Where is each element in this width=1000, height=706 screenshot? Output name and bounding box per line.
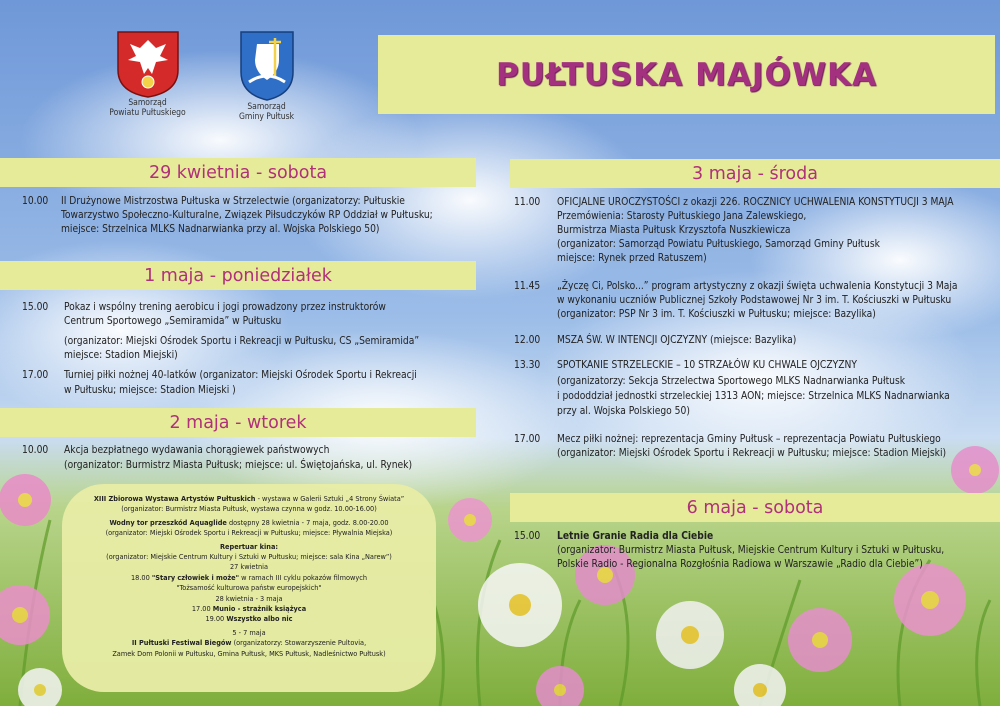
oval-line: 27 kwietnia [229, 562, 269, 572]
oval-line: 28 kwietnia - 3 maja [215, 593, 283, 603]
festival-title: II Pułtuski Festiwal Biegów [131, 638, 232, 648]
film-title: Wszystko albo nic [226, 614, 293, 624]
event-line: Turniej piłki nożnej 40-latków (organizator: Miejski Ośrodek Sportu i Rekreacji [64, 370, 417, 381]
event-line: Przemówienia: Starosty Pułtuskiego Jana Zalewskiego, [557, 211, 807, 222]
event-time: 12.00 [514, 335, 541, 346]
event-line: w Pułtusku; miejsce: Stadion Miejski ) [64, 385, 236, 396]
day-header-29-april: 29 kwietnia - sobota [0, 158, 476, 187]
exhibition-desc: - wystawa w Galerii Sztuki „4 Strony Świata” [255, 494, 405, 503]
event-time: 17.00 [514, 434, 541, 445]
additional-events-box [62, 484, 436, 692]
gmina-coat-of-arms-icon [239, 30, 295, 102]
event-line: Towarzystwo Społeczno-Kulturalne, Związek Piłsudczyków RP Oddział w Pułtusku; [61, 210, 433, 221]
event-item [514, 530, 998, 574]
event-item [514, 433, 998, 463]
event-line: Mecz piłki nożnej: reprezentacja Gminy Pułtusk – reprezentacja Powiatu Pułtuskiego [557, 434, 941, 445]
cinema-title: Repertuar kina: [219, 541, 278, 551]
event-item [22, 301, 482, 361]
powiat-logo-caption [105, 98, 190, 118]
oval-line: (organizator: Miejskie Centrum Kultury i Sztuki w Pułtusku; miejsce: sala Kina „Narew”) [106, 552, 392, 562]
event-time: 13.30 [514, 360, 541, 371]
event-line: OFICJALNE UROCZYSTOŚCI z okazji 226. ROCZNICY UCHWALENIA KONSTYTUCJI 3 MAJA [557, 197, 954, 208]
film-time: 19.00 [205, 614, 227, 624]
event-line: Centrum Sportowego „Semiramida” w Pułtusku [64, 316, 282, 327]
event-item [514, 196, 998, 270]
event-line: „Życzę Ci, Polsko...” program artystyczny z okazji święta uchwalenia Konstytucji 3 Maja [557, 281, 958, 292]
event-line: Burmistrza Miasta Pułtusk Krzysztofa Nuszkiewicza [557, 225, 791, 236]
event-line: miejsce: Strzelnica MLKS Nadnarwianka przy al. Wojska Polskiego 50) [61, 224, 380, 235]
day-header-2-may: 2 maja - wtorek [0, 408, 476, 437]
day-header-1-may: 1 maja - poniedziałek [0, 261, 476, 290]
day-header-3-may: 3 maja - środa [510, 159, 1000, 188]
film-title: "Stary człowiek i może" [151, 572, 240, 582]
oval-line: "Tożsamość kulturowa państw europejskich" [176, 583, 322, 593]
oval-line [62, 604, 436, 614]
page-title: PUŁTUSKA MAJÓWKA [495, 57, 878, 93]
event-line: (organizator: Burmistrz Miasta Pułtusk, Miejskie Centrum Kultury i Sztuki w Pułtusku, [557, 545, 945, 556]
event-line: SPOTKANIE STRZELECKIE – 10 STRZAŁÓW KU CHWALE OJCZYZNY [557, 360, 857, 371]
festival-desc: (organizatorzy: Stowarzyszenie Pultovia, [231, 638, 367, 648]
aquaglide-title: Wodny tor przeszkód Aquaglide [109, 517, 227, 527]
event-line: (organizator: Miejski Ośrodek Sportu i Rekreacji w Pułtusku, CS „Semiramida” [64, 336, 420, 347]
event-time: 15.00 [514, 531, 541, 542]
event-line: (organizator: PSP Nr 3 im. T. Kościuszki w Pułtusku; miejsce: Bazylika) [557, 309, 876, 320]
event-line: miejsce: Rynek przed Ratuszem) [557, 253, 707, 264]
event-time: 10.00 [22, 196, 49, 207]
oval-line [62, 494, 436, 504]
event-time: 15.00 [22, 302, 49, 313]
oval-line: (organizator: Burmistrz Miasta Pułtusk, wystawa czynna w godz. 10.00-16.00) [121, 504, 377, 514]
event-time: 11.00 [514, 197, 541, 208]
film-time: 18.00 [130, 572, 152, 582]
film-title: Munio - strażnik książyca [212, 604, 307, 614]
event-line: (organizatorzy: Sekcja Strzelectwa Sportowego MLKS Nadnarwianka Pułtusk [557, 376, 906, 387]
oval-line [62, 614, 436, 624]
event-item [514, 280, 998, 324]
event-line: i pododdział jednostki strzeleckiej 1313 AON; miejsce: Strzelnica MLKS Nadnarwianka [557, 391, 950, 402]
film-time: 17.00 [191, 604, 213, 614]
event-line: MSZA ŚW. W INTENCJI OJCZYZNY (miejsce: Bazylika) [557, 335, 797, 346]
oval-line: Zamek Dom Polonii w Pułtusku, Gmina Pułtusk, MKS Pułtusk, Nadleśnictwo Pułtusk) [112, 648, 386, 658]
oval-line [62, 573, 436, 583]
powiat-coat-of-arms-icon [116, 30, 180, 98]
event-line: (organizator: Samorząd Powiatu Pułtuskiego, Samorząd Gminy Pułtusk [557, 239, 880, 250]
event-item [22, 195, 482, 241]
event-line: przy al. Wojska Polskiego 50) [557, 406, 690, 417]
event-time: 17.00 [22, 370, 49, 381]
gmina-logo [224, 30, 309, 122]
powiat-logo-line1: Samorząd [128, 98, 167, 108]
oval-line: 5 - 7 maja [232, 627, 266, 637]
event-item [514, 359, 998, 421]
oval-line [62, 542, 436, 552]
film-desc: w ramach III cyklu pokazów filmowych [239, 572, 368, 582]
day-header-6-may: 6 maja - sobota [510, 493, 1000, 522]
event-line: Polskie Radio - Regionalna Rozgłośnia Radiowa w Warszawie „Radio dla Ciebie”) [557, 559, 923, 570]
powiat-logo [105, 30, 190, 118]
event-line: Letnie Granie Radia dla Ciebie [557, 531, 714, 542]
gmina-logo-caption [224, 102, 309, 122]
gmina-logo-line1: Samorząd [247, 102, 286, 112]
oval-line: (organizator: Miejski Ośrodek Sportu i Rekreacji w Pułtusku; miejsce: Pływalnia Miejska) [105, 528, 393, 538]
oval-line [62, 638, 436, 648]
event-line: Pokaz i wspólny trening aerobicu i jogi prowadzony przez instruktorów [64, 302, 386, 313]
event-line: Akcja bezpłatnego wydawania chorągiewek państwowych [64, 445, 330, 456]
event-line: II Drużynowe Mistrzostwa Pułtuska w Strzelectwie (organizatorzy: Pułtuskie [61, 196, 405, 207]
event-time: 10.00 [22, 445, 49, 456]
exhibition-title: XIII Zbiorowa Wystawa Artystów Pułtuskich [93, 494, 256, 503]
event-item [22, 444, 482, 474]
oval-line [62, 518, 436, 528]
event-line: (organizator: Burmistrz Miasta Pułtusk; miejsce: ul. Świętojańska, ul. Rynek) [64, 460, 413, 471]
title-band [378, 35, 995, 114]
powiat-logo-line2: Powiatu Pułtuskiego [109, 108, 186, 118]
event-line: (organizator: Miejski Ośrodek Sportu i Rekreacji w Pułtusku; miejsce: Stadion Miejski) [557, 448, 947, 459]
event-item [22, 369, 482, 399]
event-time: 11.45 [514, 281, 541, 292]
event-line: w wykonaniu uczniów Publicznej Szkoły Podstawowej Nr 3 im. T. Kościuszki w Pułtusku [557, 295, 952, 306]
event-item [514, 334, 998, 350]
gmina-logo-line2: Gminy Pułtusk [238, 112, 295, 122]
event-line: miejsce: Stadion Miejski) [64, 350, 178, 361]
aquaglide-desc: dostępny 28 kwietnia - 7 maja, godz. 8.00-20.00 [226, 517, 389, 527]
